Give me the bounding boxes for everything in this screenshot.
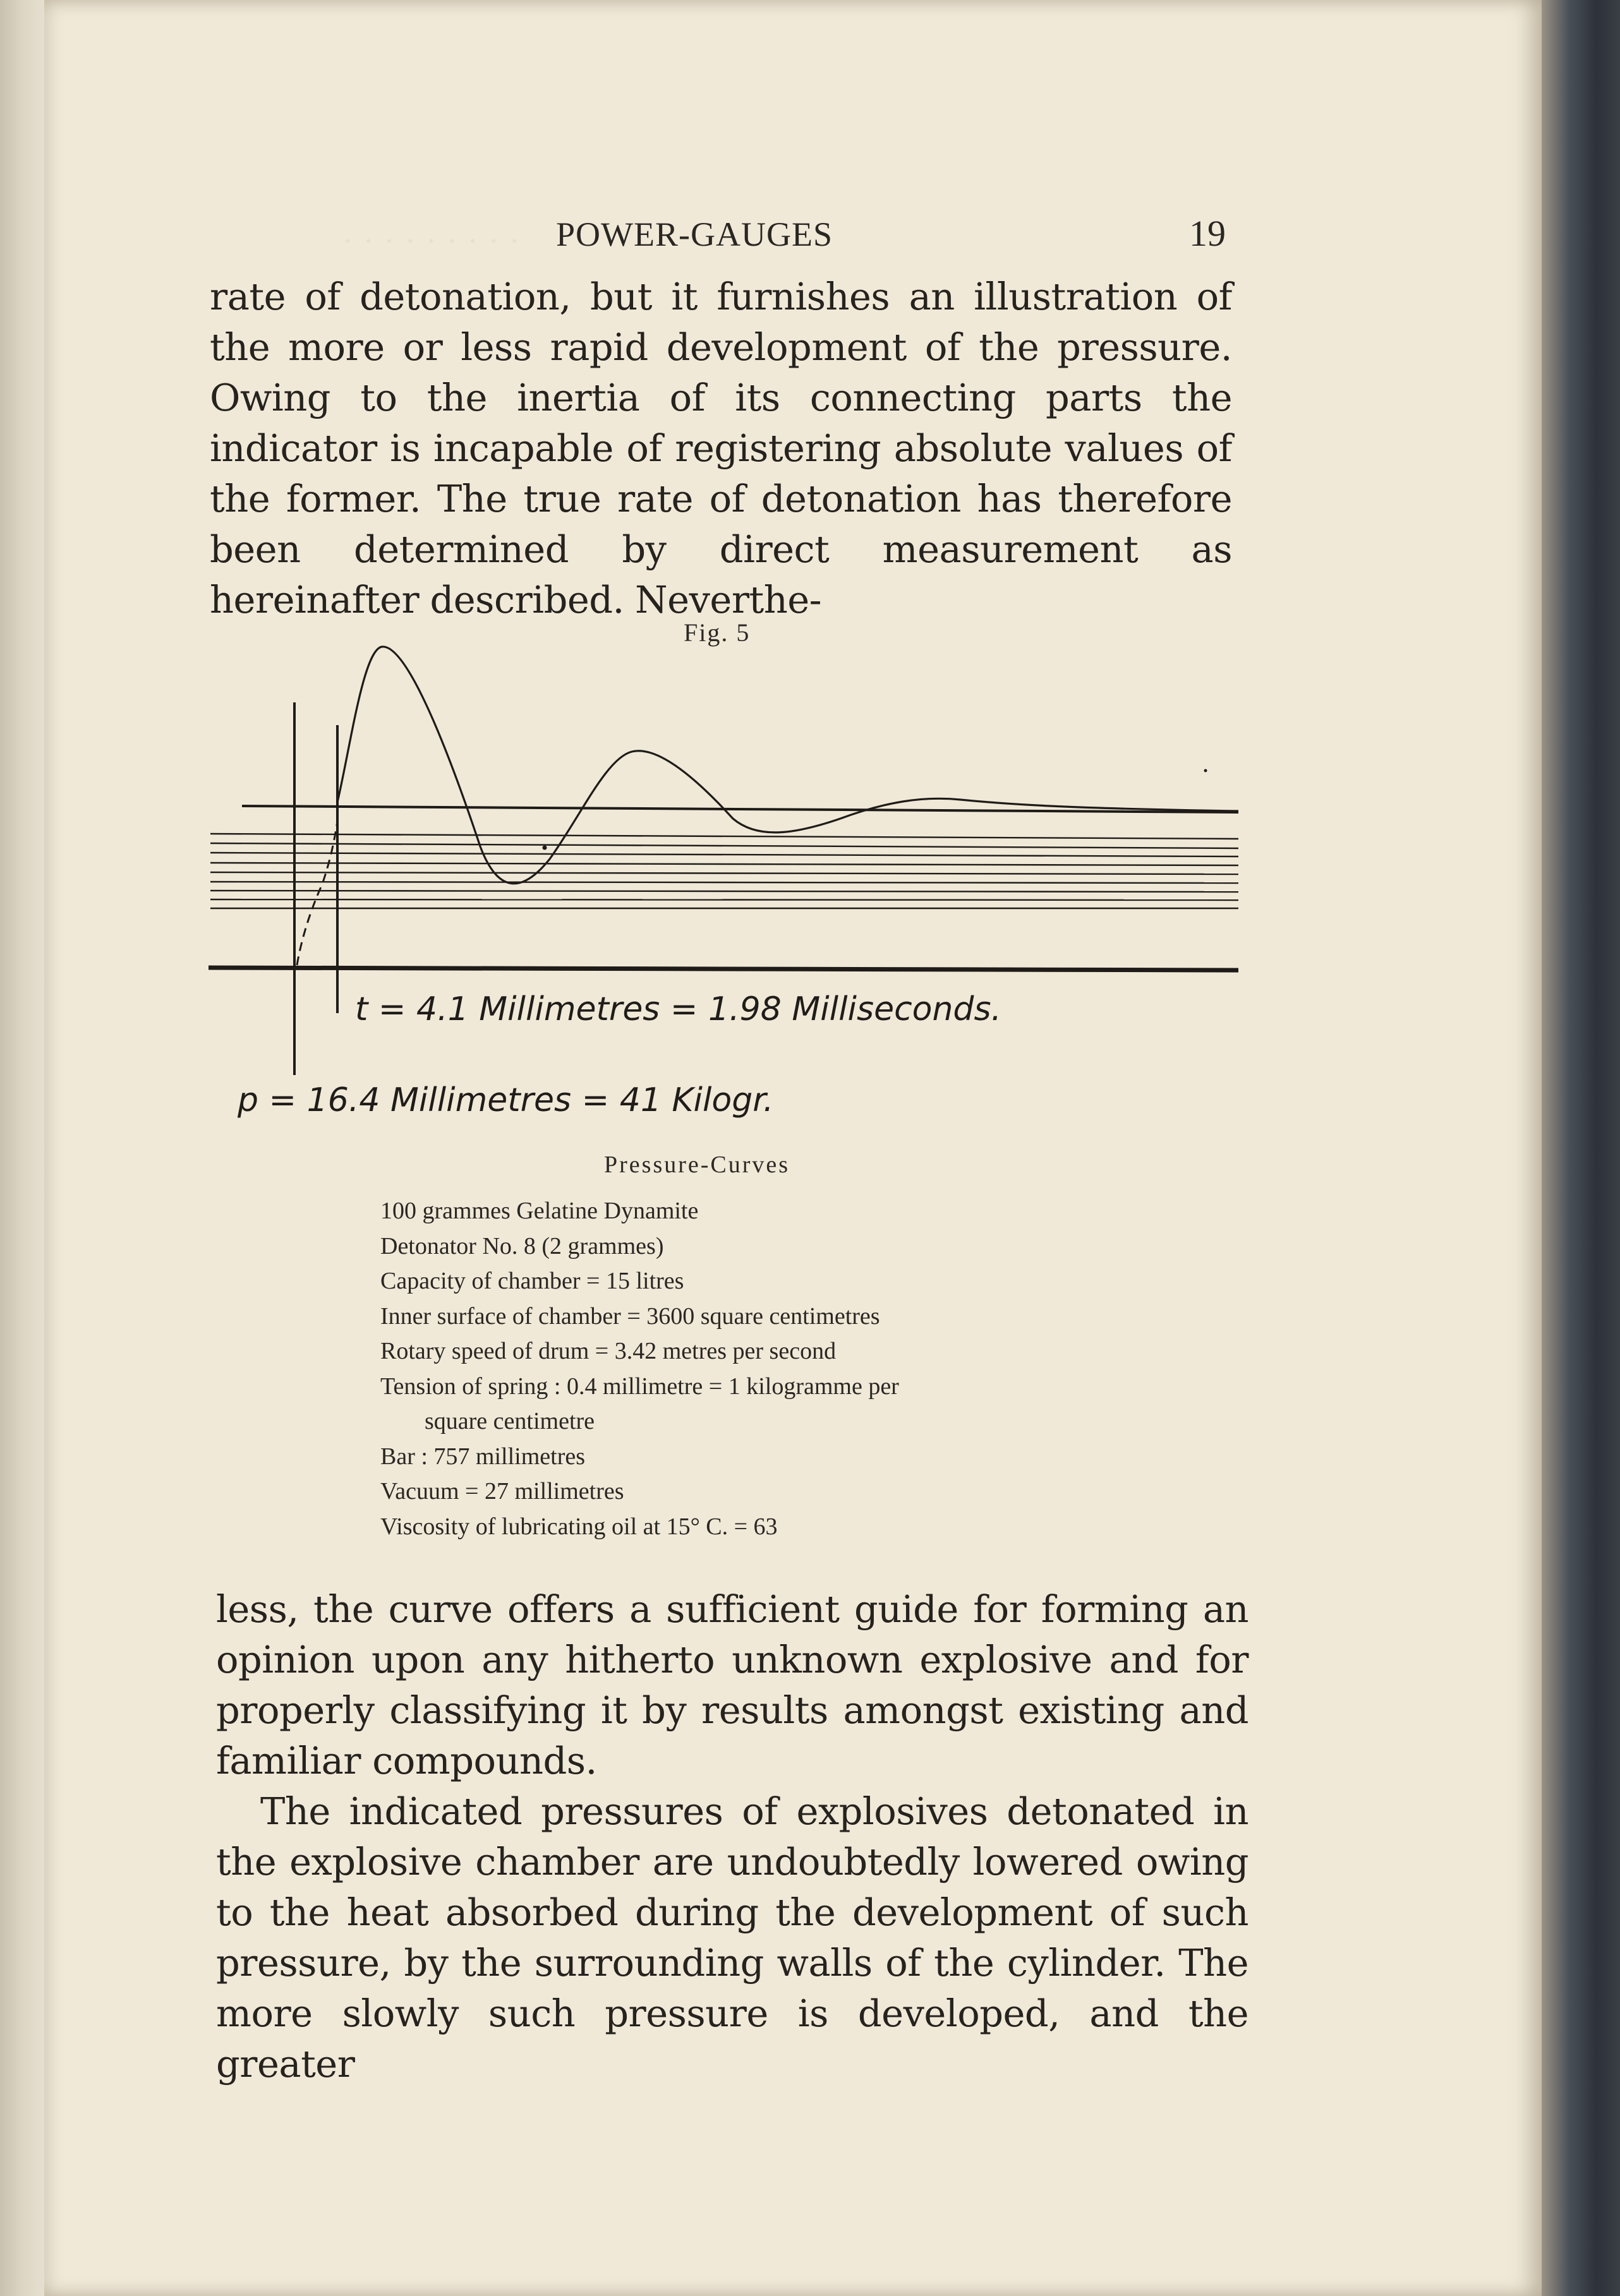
spec-line: Detonator No. 8 (2 grammes) [380,1232,664,1259]
figure-label: Fig. 5 [684,618,751,647]
spec-line: 100 grammes Gelatine Dynamite [380,1198,699,1224]
spec-line: Capacity of chamber = 15 litres [380,1268,684,1294]
zero-line [209,968,1238,970]
spec-line: Bar : 757 millimetres [380,1443,586,1470]
curve-rise-dashed [297,821,337,965]
spec-line: Viscosity of lubricating oil at 15° C. = 63 [380,1513,778,1540]
paragraph-top: rate of detonation, but it furnishes an illustration of the more or less rapid development of the pressure. Owing to the inertia of its connecting parts the indicator is incapable of registering absolute values of the former. The true rate of detonation has therefore been determined by direct measurement as hereinafter described. Neverthe- [210,275,1232,622]
page-number: 19 [1189,213,1226,254]
time-label: t = 4.1 Millimetres = 1.98 Milliseconds. [355,990,1002,1028]
pressure-label: p = 16.4 Millimetres = 41 Kilogr. [238,1081,774,1119]
spec-line: Rotary speed of drum = 3.42 metres per second [380,1338,837,1364]
figure-caption: Pressure-Curves [604,1151,790,1178]
spec-line: square centimetre [425,1408,595,1434]
paragraph-bottom: The indicated pressures of explosives detonated in the explosive chamber are undoubtedly lowered owing to the heat absorbed during the development of such pressure, by the surrounding walls of the cylinder. The more slowly such pressure is developed, and the greater [216,1789,1248,2086]
show-through-text: . . . . . . . . . [341,214,519,249]
paragraph-middle: less, the curve offers a sufficient guide for forming an opinion upon any hitherto unknown explosive and for properly classifying it by results amongst existing and familiar compounds. [216,1587,1248,1782]
reference-lines [210,834,1238,908]
spec-line: Tension of spring : 0.4 millimetre = 1 kilogramme per [380,1373,899,1400]
specifications-list [380,1194,1139,1544]
spec-line: Inner surface of chamber = 3600 square centimetres [380,1302,880,1330]
spec-line: Vacuum = 27 millimetres [380,1478,624,1505]
running-head-title: POWER-GAUGES [556,215,833,253]
